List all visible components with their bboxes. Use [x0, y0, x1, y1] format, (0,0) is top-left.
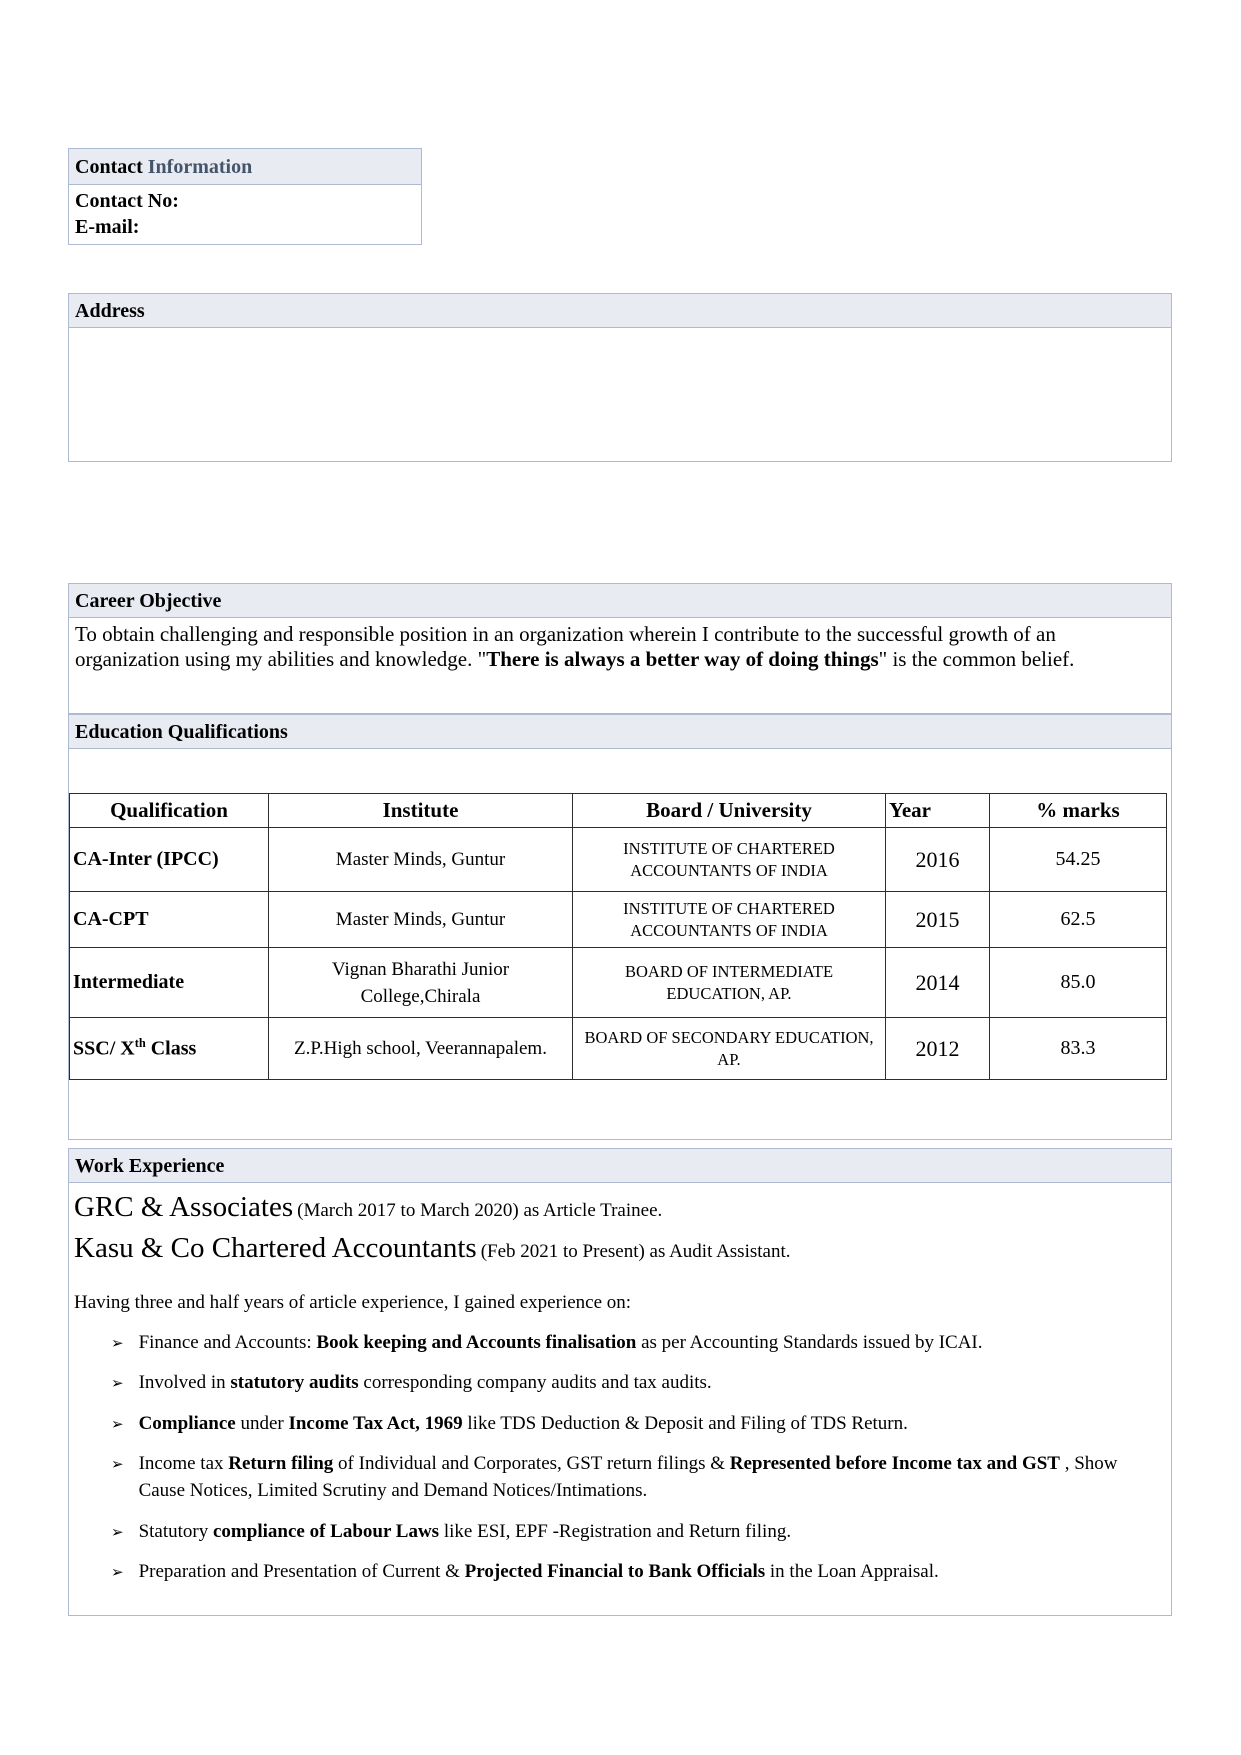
career-objective-section: [68, 583, 1172, 714]
marks-cell: 85.0: [990, 948, 1167, 1018]
work-experience-body: [69, 1183, 1171, 1586]
bullet-text: Finance and Accounts: Book keeping and Accounts finalisation as per Accounting Standards issued by ICAI.: [138, 1331, 983, 1353]
employer-line: [74, 1191, 1159, 1224]
work-experience-section: [68, 1148, 1172, 1616]
experience-bullet: [74, 1451, 1159, 1504]
career-objective-text: To obtain challenging and responsible position in an organization wherein I contribute to the successful growth of an organization using my abilities and knowledge. "There is always a better way of doing things" is the common belief.: [75, 622, 1075, 671]
arrowhead-bullet-icon: ➢: [111, 1333, 124, 1352]
contact-section-header: [69, 149, 421, 185]
bullet-text: Preparation and Presentation of Current & Projected Financial to Bank Officials in the Loan Appraisal.: [138, 1561, 939, 1583]
col-header-qualification: Qualification: [70, 794, 269, 828]
experience-bullet: [74, 1519, 1159, 1546]
experience-intro: Having three and half years of article experience, I gained experience on:: [74, 1291, 632, 1313]
board-cell: INSTITUTE OF CHARTERED ACCOUNTANTS OF INDIA: [573, 828, 886, 892]
experience-bullet: [74, 1559, 1159, 1586]
institute-cell: Z.P.High school, Veerannapalem.: [269, 1018, 573, 1080]
employer-detail: (Feb 2021 to Present) as Audit Assistant.: [480, 1241, 791, 1263]
institute-cell: Vignan Bharathi Junior College,Chirala: [269, 948, 573, 1018]
col-header-marks: % marks: [990, 794, 1167, 828]
experience-bullet: [74, 1330, 1159, 1357]
education-row: [70, 892, 1167, 948]
education-section-header: Education Qualifications: [69, 715, 1171, 749]
career-objective-header: Career Objective: [69, 584, 1171, 618]
institute-cell: Master Minds, Guntur: [269, 892, 573, 948]
bullet-text: Involved in statutory audits corresponding company audits and tax audits.: [138, 1372, 712, 1394]
arrowhead-bullet-icon: ➢: [111, 1455, 124, 1474]
col-header-board: Board / University: [573, 794, 886, 828]
marks-cell: 62.5: [990, 892, 1167, 948]
marks-cell: 54.25: [990, 828, 1167, 892]
year-cell: 2012: [886, 1018, 990, 1080]
contact-header-title: Contact: [75, 156, 143, 178]
qualification-cell: CA-Inter (IPCC): [70, 828, 269, 892]
experience-bullet: [74, 1370, 1159, 1397]
address-section: [68, 293, 1172, 462]
bullet-text: Income tax Return filing of Individual and Corporates, GST return filings & Represented before Income tax and GST , Show Cause Notices, Limited Scrutiny and Demand Notices/Intimations.: [138, 1453, 1118, 1502]
col-header-year: Year: [886, 794, 990, 828]
year-cell: 2014: [886, 948, 990, 1018]
institute-cell: Master Minds, Guntur: [269, 828, 573, 892]
education-table-header-row: [70, 794, 1167, 828]
board-cell: BOARD OF SECONDARY EDUCATION, AP.: [573, 1018, 886, 1080]
education-table: [69, 793, 1167, 1080]
bullet-text: Compliance under Income Tax Act, 1969 like TDS Deduction & Deposit and Filing of TDS Return.: [138, 1412, 908, 1434]
qualification-cell: SSC/ Xth Class: [70, 1018, 269, 1080]
address-section-header: Address: [69, 294, 1171, 328]
contact-section: [68, 148, 422, 245]
education-row: [70, 828, 1167, 892]
arrowhead-bullet-icon: ➢: [111, 1414, 124, 1433]
arrowhead-bullet-icon: ➢: [111, 1374, 124, 1393]
education-row: [70, 1018, 1167, 1080]
marks-cell: 83.3: [990, 1018, 1167, 1080]
qualification-cell: CA-CPT: [70, 892, 269, 948]
email-label: E-mail:: [75, 216, 140, 238]
employer-name: GRC & Associates: [74, 1191, 294, 1223]
work-experience-header: Work Experience: [69, 1149, 1171, 1183]
employer-line: [74, 1232, 1159, 1265]
col-header-institute: Institute: [269, 794, 573, 828]
employer-detail: (March 2017 to March 2020) as Article Trainee.: [297, 1200, 663, 1221]
education-section: [68, 714, 1172, 1140]
experience-bullet: [74, 1411, 1159, 1438]
experience-bullet-list: [74, 1330, 1159, 1586]
board-cell: INSTITUTE OF CHARTERED ACCOUNTANTS OF INDIA: [573, 892, 886, 948]
education-row: [70, 948, 1167, 1018]
year-cell: 2015: [886, 892, 990, 948]
board-cell: BOARD OF INTERMEDIATE EDUCATION, AP.: [573, 948, 886, 1018]
contact-header-subtitle: Information: [147, 156, 253, 178]
arrowhead-bullet-icon: ➢: [111, 1522, 124, 1541]
contact-no-label: Contact No:: [75, 190, 179, 212]
arrowhead-bullet-icon: ➢: [111, 1563, 124, 1582]
bullet-text: Statutory compliance of Labour Laws like ESI, EPF -Registration and Return filing.: [138, 1520, 792, 1542]
year-cell: 2016: [886, 828, 990, 892]
contact-details: [69, 185, 421, 244]
employer-name: Kasu & Co Chartered Accountants: [74, 1232, 477, 1265]
qualification-cell: Intermediate: [70, 948, 269, 1018]
